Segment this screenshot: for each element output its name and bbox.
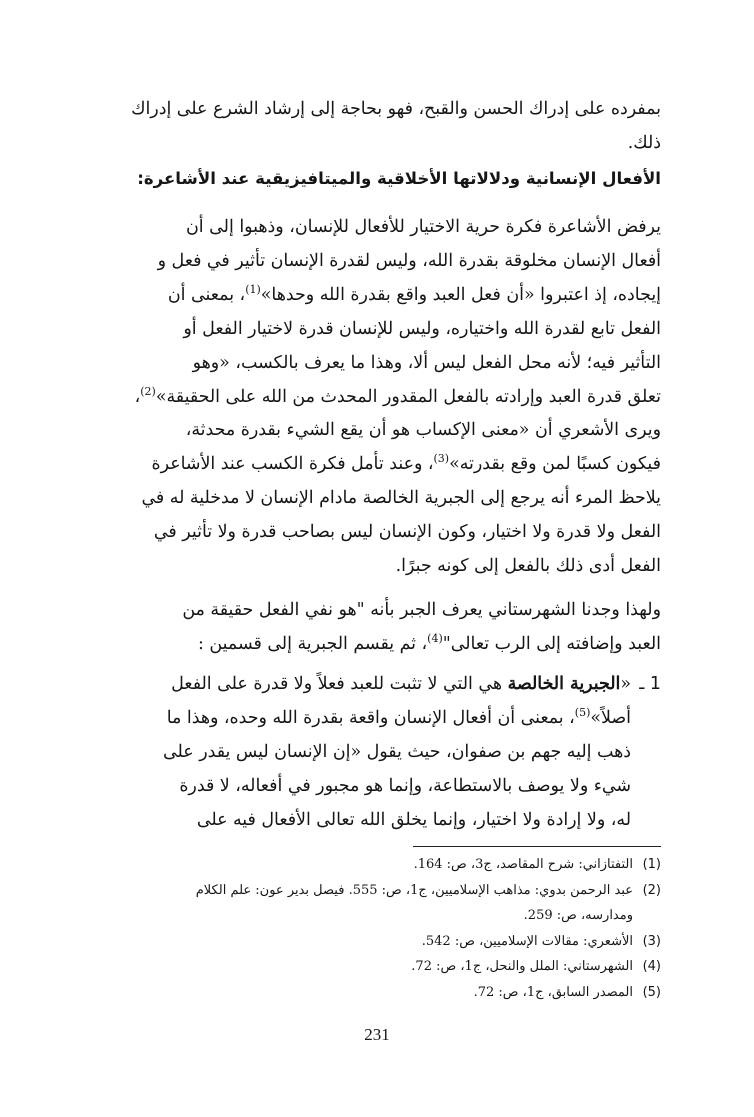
footnote-number: (4) [642, 959, 661, 975]
footnote [96, 929, 661, 955]
quote-text: فيكون كسبًا لمن وقع بقدرته» [449, 454, 661, 475]
footnote-number: (2) [642, 882, 661, 898]
list-item-text [96, 668, 631, 838]
quote-mark: « [620, 674, 631, 694]
paragraph-line [96, 628, 661, 662]
paragraph-text: ، [134, 386, 141, 407]
paragraph-text: هي التي لا تثبت للعبد فعلاً ولا قدرة على الفعل [171, 674, 508, 694]
footnote-text [96, 980, 633, 1006]
intro-paragraph [96, 93, 661, 161]
footnote-line: عبد الرحمن بدوي: مذاهب الإسلاميين، ج1، ص: 555. فيصل بدير عون: علم الكلام [195, 882, 633, 898]
paragraph-text: ، بمعنى أن [167, 284, 246, 305]
intro-line-2: ذلك. [627, 132, 661, 153]
footnote-number: (5) [642, 984, 661, 1000]
footnote [96, 852, 661, 878]
footnote-ref-4[interactable]: (4) [427, 632, 443, 646]
quote-text: أصلاً» [590, 707, 631, 728]
footnote-text [96, 878, 633, 929]
quote-text: تعلق قدرة العبد وإرادته بالفعل المقدور المحدث من الله على الحقيقة» [155, 386, 661, 407]
footnote-text [96, 954, 633, 980]
paragraph-shahrastani [96, 594, 661, 662]
paragraph-line: له، ولا إرادة ولا اختيار، وإنما يخلق الله تعالى الأفعال فيه على [196, 809, 631, 830]
footnote-text [96, 929, 633, 955]
footnotes [96, 852, 661, 1006]
paragraph-line: التأثير فيه؛ لأنه محل الفعل ليس ألا، وهذا ما يعرف بالكسب، «وهو [192, 352, 661, 373]
paragraph-line: أفعال الإنسان مخلوقة بقدرة الله، وليس لقدرة الإنسان تأثير في فعل و [157, 250, 661, 271]
section-heading: الأفعال الإنسانية ودلالاتها الأخلاقية والميتافيزيقية عند الأشاعرة: [137, 169, 661, 188]
page-number: 231 [364, 1025, 390, 1044]
paragraph-line: ذهب إليه جهم بن صفوان، حيث يقول «إن الإنسان ليس يقدر على [163, 741, 631, 762]
footnote [96, 878, 661, 929]
footnote-line: الشهرستاني: الملل والنحل، ج1، ص: 72. [411, 959, 633, 975]
paragraph-text: ، وعند تأمل فكرة الكسب عند الأشاعرة [151, 454, 434, 475]
footnote-ref-2[interactable]: (2) [140, 384, 156, 398]
quote-text: إيجاده، إذ اعتبروا «أن فعل العبد واقع بقدرة الله وحدها» [260, 284, 661, 305]
paragraph-kasb [96, 211, 661, 584]
footnote-divider [413, 846, 661, 847]
paragraph-text: ، ثم يقسم الجبرية إلى قسمين : [198, 633, 428, 654]
footnote-number: (1) [642, 857, 661, 872]
footnote-line: ومدارسه، ص: 259. [523, 908, 633, 924]
footnote-number: (3) [642, 933, 661, 949]
paragraph-line: ويرى الأشعري أن «معنى الإكساب هو أن يقع الشيء بقدرة محدثة، [185, 420, 661, 441]
intro-line-1: بمفرده على إدراك الحسن والقبح، فهو بحاجة إلى إرشاد الشرع على إدراك [131, 99, 661, 119]
footnote-text [96, 852, 633, 878]
footnote [96, 980, 661, 1006]
footnote-line: الأشعري: مقالات الإسلاميين، ص: 542. [421, 933, 633, 949]
paragraph-line: يلاحظ المرء أنه يرجع إلى الجبرية الخالصة مادام الإنسان لا مدخلية له في [141, 488, 661, 509]
paragraph-line [96, 279, 661, 313]
paragraph-line [96, 448, 661, 482]
paragraph-line: شيء ولا يوصف بالاستطاعة، وإنما هو مجبور في أفعاله، لا قدرة [179, 775, 631, 796]
footnote-line: التفتازاني: شرح المقاصد، ج3، ص: 164. [413, 857, 633, 872]
paragraph-line [96, 668, 631, 702]
paragraph-text: ، بمعنى أن أفعال الإنسان واقعة بقدرة الله وحده، وهذا ما [166, 707, 575, 728]
footnote-ref-1[interactable]: (1) [245, 283, 261, 297]
paragraph-line: الفعل ولا قدرة ولا اختيار، وكون الإنسان ليس بصاحب قدرة ولا تأثير في [153, 522, 661, 543]
quote-text: العبد وإضافته إلى الرب تعالى" [442, 633, 661, 654]
list-item [96, 668, 661, 838]
footnote-ref-5[interactable]: (5) [574, 706, 591, 720]
paragraph-line: يرفض الأشاعرة فكرة حرية الاختيار للأفعال للإنسان، وذهبوا إلى أن [186, 217, 661, 237]
paragraph-line: ولهذا وجدنا الشهرستاني يعرف الجبر بأنه "هو نفي الفعل حقيقة من [182, 600, 661, 620]
term-bold: الجبرية الخالصة [507, 674, 621, 694]
footnote-ref-3[interactable]: (3) [433, 452, 450, 466]
list-item-number: 1 ـ [639, 674, 661, 694]
footnote-line: المصدر السابق، ج1، ص: 72. [473, 984, 633, 1000]
paragraph-line [96, 702, 631, 736]
paragraph-line [96, 381, 661, 415]
footnote [96, 954, 661, 980]
paragraph-line: الفعل أدى ذلك بالفعل إلى كونه جبرًا. [395, 556, 661, 577]
paragraph-line: الفعل تابع لقدرة الله واختياره، وليس للإنسان قدرة لاختيار الفعل أو [183, 318, 661, 339]
